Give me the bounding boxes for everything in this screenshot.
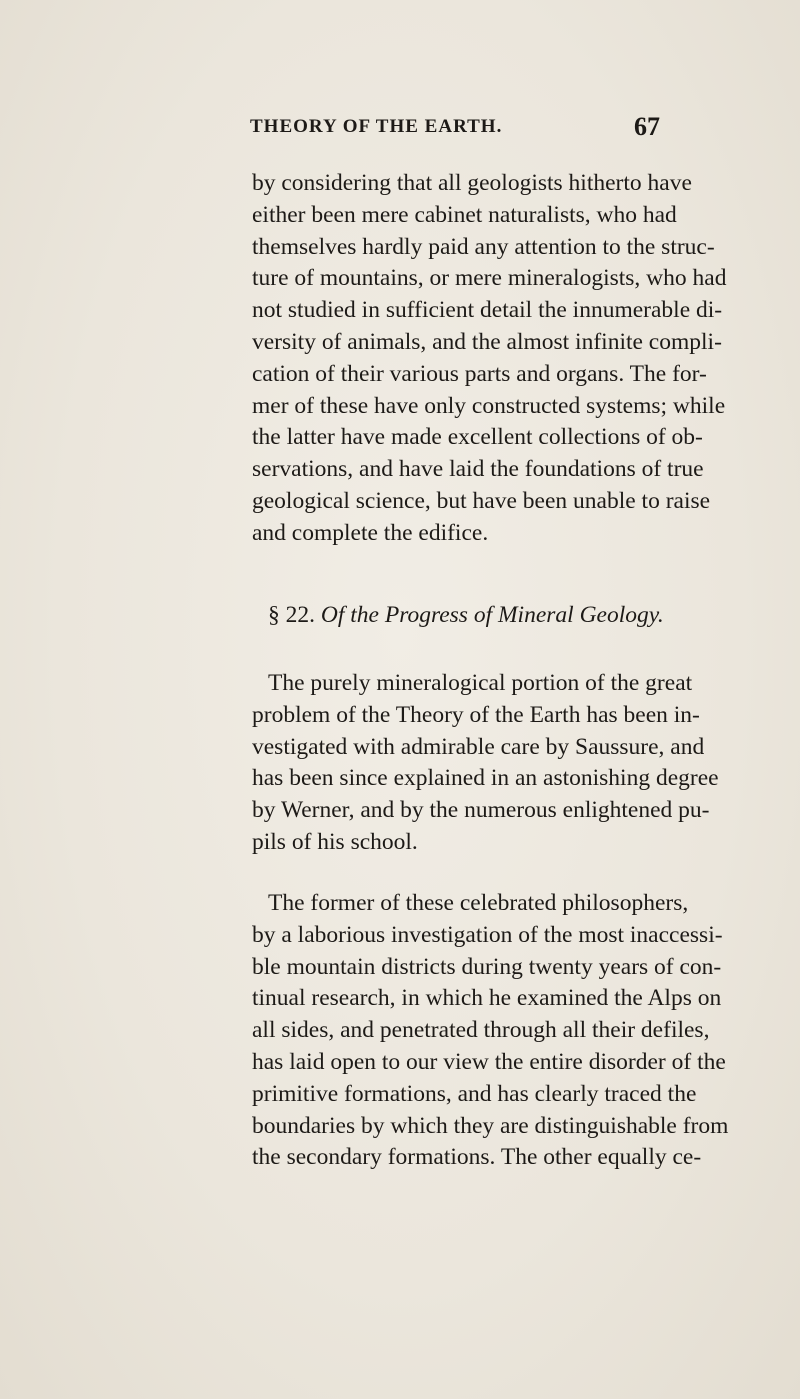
paragraph-2 <box>252 668 719 859</box>
text-line: either been mere cabinet naturalists, who had <box>252 201 677 228</box>
text-line: by considering that all geologists hitherto have <box>252 170 692 196</box>
text-line: ture of mountains, or mere mineralogists, who had <box>252 265 727 292</box>
text-line: the latter have made excellent collections of ob- <box>252 424 703 451</box>
text-line: has laid open to our view the entire disorder of the <box>252 1048 726 1075</box>
text-line: and complete the edifice. <box>252 519 489 546</box>
section-heading <box>268 600 664 631</box>
text-line: problem of the Theory of the Earth has been in- <box>252 701 700 728</box>
text-line: the secondary formations. The other equally ce- <box>252 1144 702 1171</box>
text-line: The former of these celebrated philosophers, <box>268 890 689 916</box>
text-line: primitive formations, and has clearly traced the <box>252 1080 697 1107</box>
text-line: by Werner, and by the numerous enlightened pu- <box>252 797 710 824</box>
text-line: themselves hardly paid any attention to the struc- <box>252 233 715 260</box>
section-title: Of the Progress of Mineral Geology. <box>320 602 664 628</box>
text-line: pils of his school. <box>252 828 418 855</box>
text-line: cation of their various parts and organs. The for- <box>252 360 707 387</box>
section-number: § 22. <box>268 602 315 628</box>
text-line: tinual research, in which he examined the Alps on <box>252 985 722 1012</box>
text-line: versity of animals, and the almost infinite compli- <box>252 328 722 355</box>
paragraph-1 <box>252 168 727 550</box>
text-line: not studied in sufficient detail the innumerable di- <box>252 297 723 324</box>
running-title: THEORY OF THE EARTH. <box>250 116 503 137</box>
text-line: has been since explained in an astonishing degree <box>252 765 719 792</box>
page-header <box>250 112 660 146</box>
text-line: mer of these have only constructed systems; while <box>252 392 726 419</box>
text-line: ble mountain districts during twenty years of con- <box>252 953 722 980</box>
text-line: by a laborious investigation of the most inaccessi- <box>252 921 723 948</box>
text-line: boundaries by which they are distinguishable from <box>252 1112 729 1139</box>
text-line: all sides, and penetrated through all their defiles, <box>252 1017 710 1044</box>
text-line: geological science, but have been unable to raise <box>252 487 711 514</box>
text-line: The purely mineralogical portion of the great <box>268 670 693 696</box>
text-line: vestigated with admirable care by Saussure, and <box>252 733 705 760</box>
text-line: servations, and have laid the foundations of true <box>252 456 704 483</box>
page-number: 67 <box>634 112 660 141</box>
paragraph-3 <box>252 888 729 1174</box>
